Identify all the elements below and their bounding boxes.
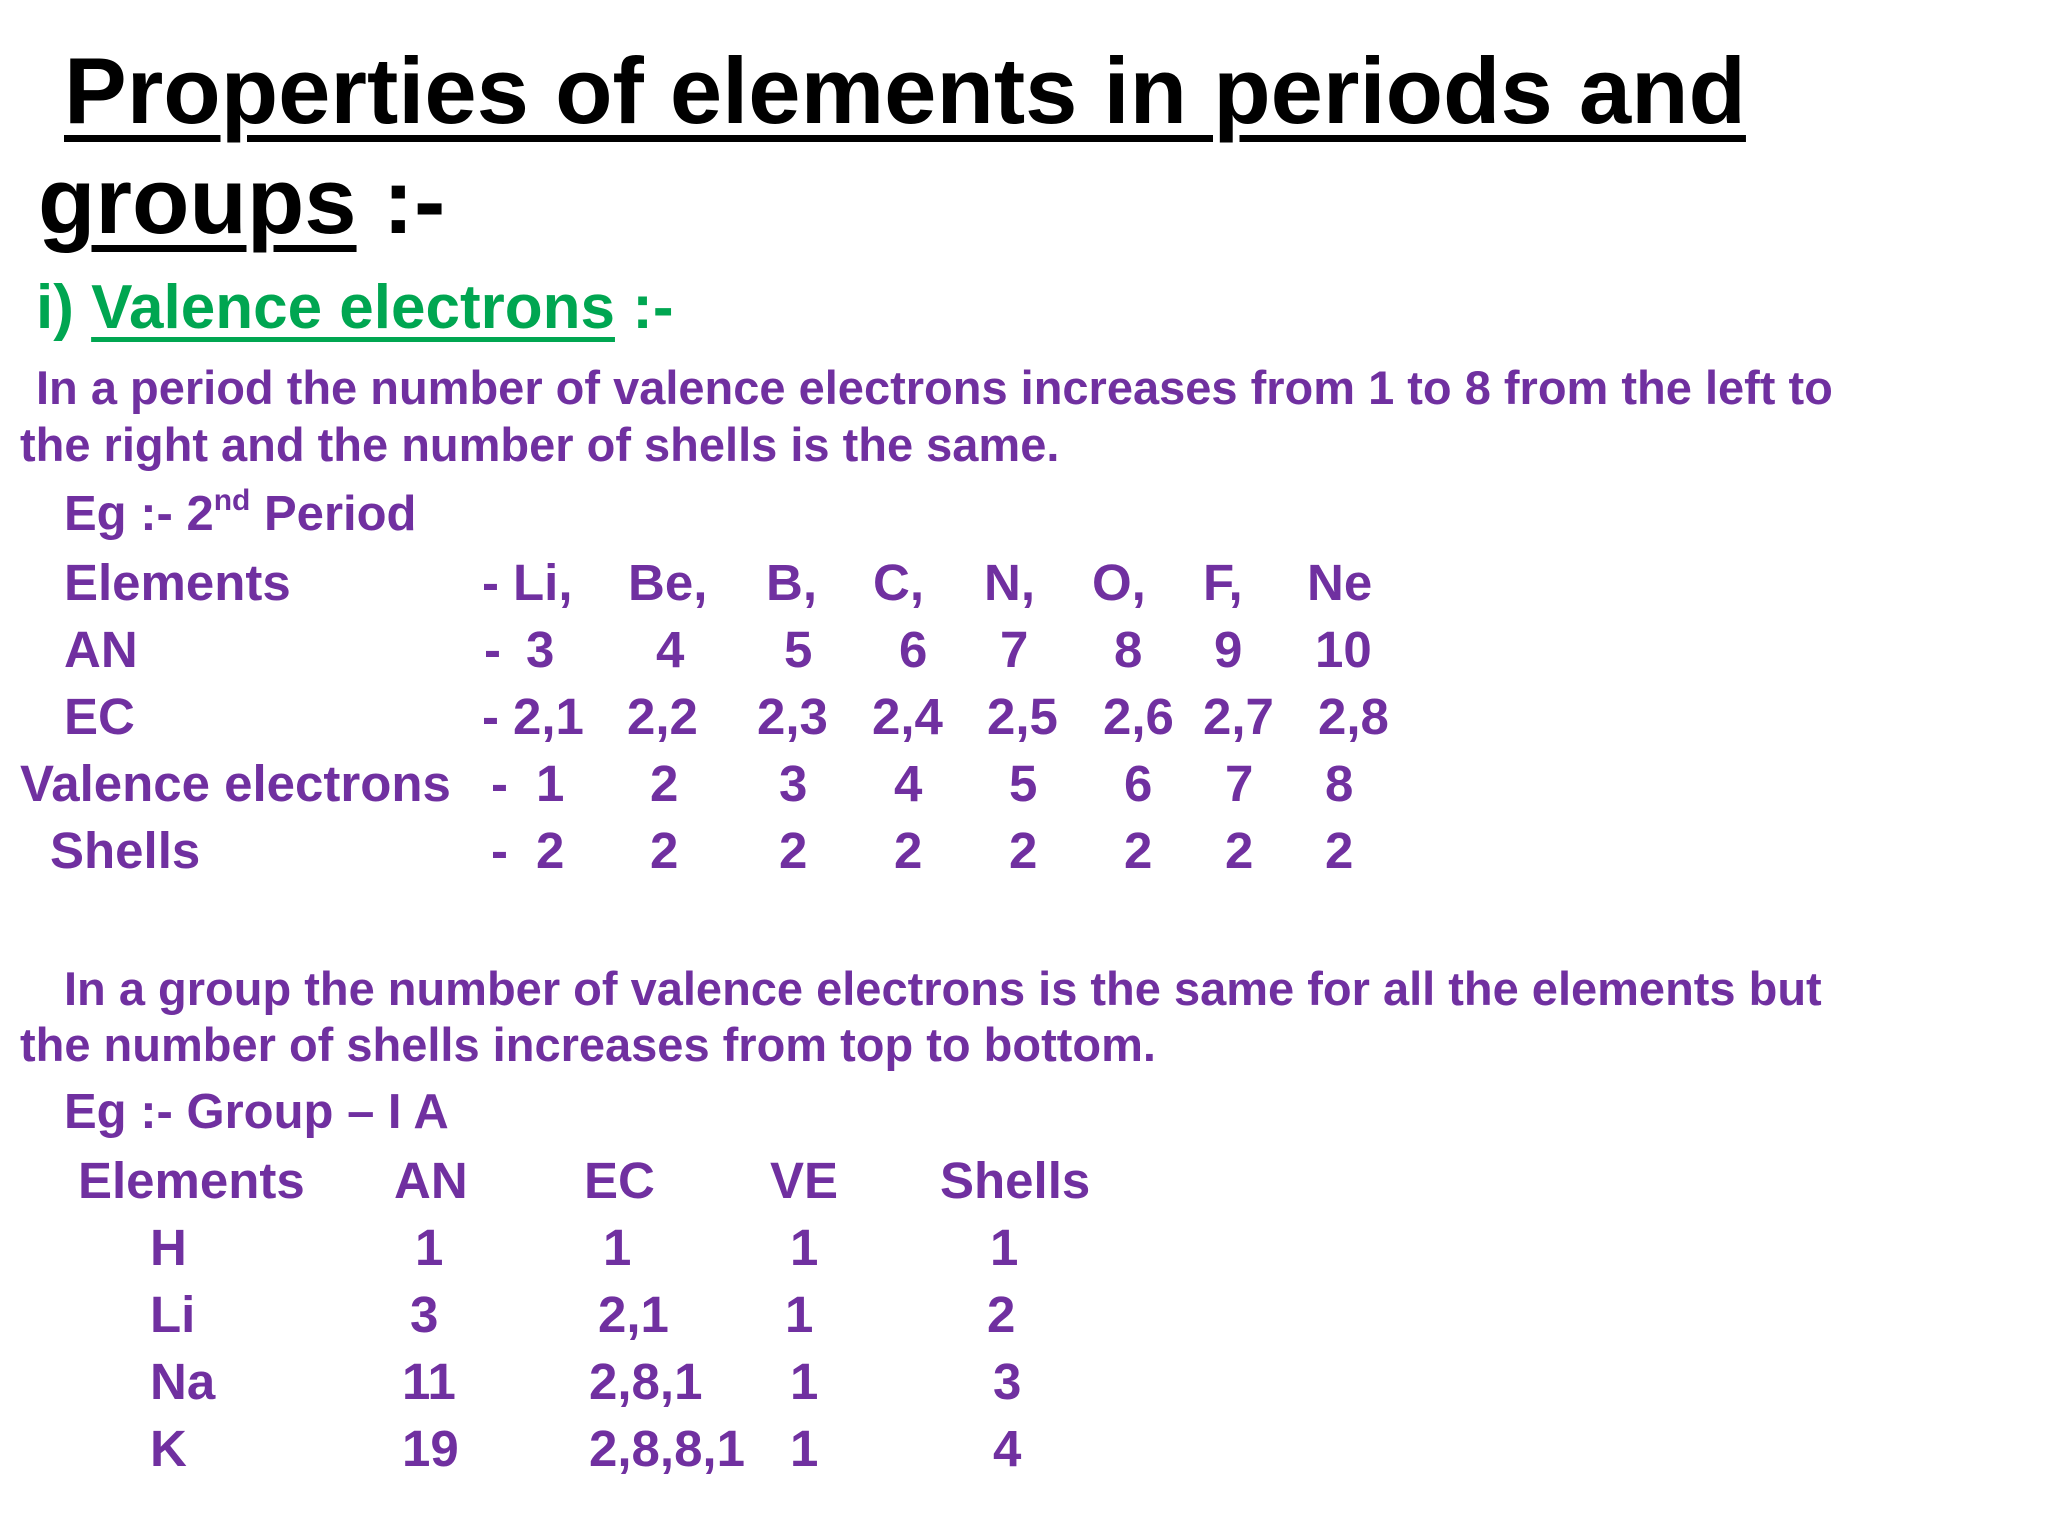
period-row-shells [0,822,1500,881]
cell: 1 [790,1420,819,1477]
title-line-2: groups [38,148,357,253]
cell: 2,4 [872,688,943,745]
cell: 1 [790,1353,819,1410]
column-header: Shells [940,1152,1091,1209]
row-label: AN [64,621,138,678]
cell: K [150,1420,187,1477]
cell: Li, [513,554,573,611]
cell: 2 [987,1286,1016,1343]
cell: 2 [650,822,679,879]
cell: 2,1 [513,688,584,745]
cell: 4 [656,621,685,678]
section-suffix: :- [614,273,674,342]
cell: 1 [415,1219,444,1276]
cell: 6 [1124,755,1153,812]
cell: C, [873,554,924,611]
cell: F, [1203,554,1243,611]
cell: 7 [1225,755,1254,812]
cell: 2,3 [757,688,828,745]
cell: 1 [536,755,565,812]
cell: 2 [1225,822,1254,879]
period-row-atomic-number [0,621,1500,680]
cell: Ne [1307,554,1373,611]
cell: 2,8,1 [589,1353,703,1410]
section-heading [36,273,674,342]
column-header: EC [584,1152,655,1209]
cell: 3 [410,1286,439,1343]
cell: 1 [790,1219,819,1276]
group-table-row [0,1420,1200,1479]
cell: H [150,1219,187,1276]
cell: 4 [993,1420,1022,1477]
page-title-continued [38,148,446,253]
row-separator: - [484,621,501,678]
cell: 2,7 [1203,688,1274,745]
row-label: Elements [64,554,291,611]
row-separator: - [482,554,499,611]
cell: 4 [894,755,923,812]
cell: 7 [1000,621,1029,678]
cell: 2,2 [627,688,698,745]
cell: 6 [899,621,928,678]
cell: 2,1 [598,1286,669,1343]
ordinal-suffix: nd [213,484,251,517]
group-table-row [0,1353,1200,1412]
cell: 8 [1325,755,1354,812]
row-separator: - [482,688,499,745]
cell: 9 [1214,621,1243,678]
cell: 1 [785,1286,814,1343]
column-header: VE [770,1152,839,1209]
cell: 2 [894,822,923,879]
cell: 2 [1009,822,1038,879]
cell: Be, [628,554,708,611]
period-row-valence-electrons [0,755,1500,814]
cell: 5 [784,621,813,678]
group-table-row [0,1219,1200,1278]
cell: 3 [993,1353,1022,1410]
row-separator: - [491,755,508,812]
group-paragraph-line-1: In a group the number of valence electrons is the same for all the elements but [64,962,1822,1015]
cell: 2,6 [1103,688,1174,745]
group-table-row [0,1286,1200,1345]
title-line-1: Properties of elements in periods and [64,38,1746,143]
cell: 2 [1124,822,1153,879]
row-label: EC [64,688,135,745]
cell: 8 [1114,621,1143,678]
cell: 3 [779,755,808,812]
group-example: Eg :- Group – I A [64,1085,449,1139]
cell: 10 [1315,621,1372,678]
cell: 2 [1325,822,1354,879]
cell: O, [1092,554,1146,611]
column-header: AN [394,1152,468,1209]
cell: 19 [402,1420,459,1477]
group-paragraph-line-2: the number of shells increases from top to bottom. [20,1018,1156,1071]
cell: Na [150,1353,216,1410]
period-paragraph-line-2: the right and the number of shells is the same. [20,418,1060,471]
cell: 2 [536,822,565,879]
cell: 2,8,8,1 [589,1420,745,1477]
cell: 5 [1009,755,1038,812]
title-suffix: :- [356,148,446,253]
section-prefix: i) [36,273,92,342]
row-label: Shells [50,822,201,879]
period-example: Eg :- 2nd Period [64,484,417,541]
period-row-electron-config [0,688,1500,747]
cell: 1 [990,1219,1019,1276]
page-title [64,38,1746,143]
row-label: Valence electrons [20,755,451,812]
group-table-header [0,1152,1200,1211]
cell: 2,8 [1318,688,1389,745]
cell: N, [984,554,1035,611]
cell: B, [766,554,817,611]
period-paragraph-line-1: In a period the number of valence electrons increases from 1 to 8 from the left to [36,361,1833,414]
cell: 11 [402,1353,456,1410]
cell: 3 [526,621,555,678]
cell: Li [150,1286,196,1343]
period-row-elements [0,554,1500,613]
cell: 2,5 [987,688,1058,745]
column-header: Elements [78,1152,305,1209]
cell: 2 [650,755,679,812]
cell: 1 [603,1219,632,1276]
cell: 2 [779,822,808,879]
row-separator: - [491,822,508,879]
section-label: Valence electrons [91,273,615,342]
